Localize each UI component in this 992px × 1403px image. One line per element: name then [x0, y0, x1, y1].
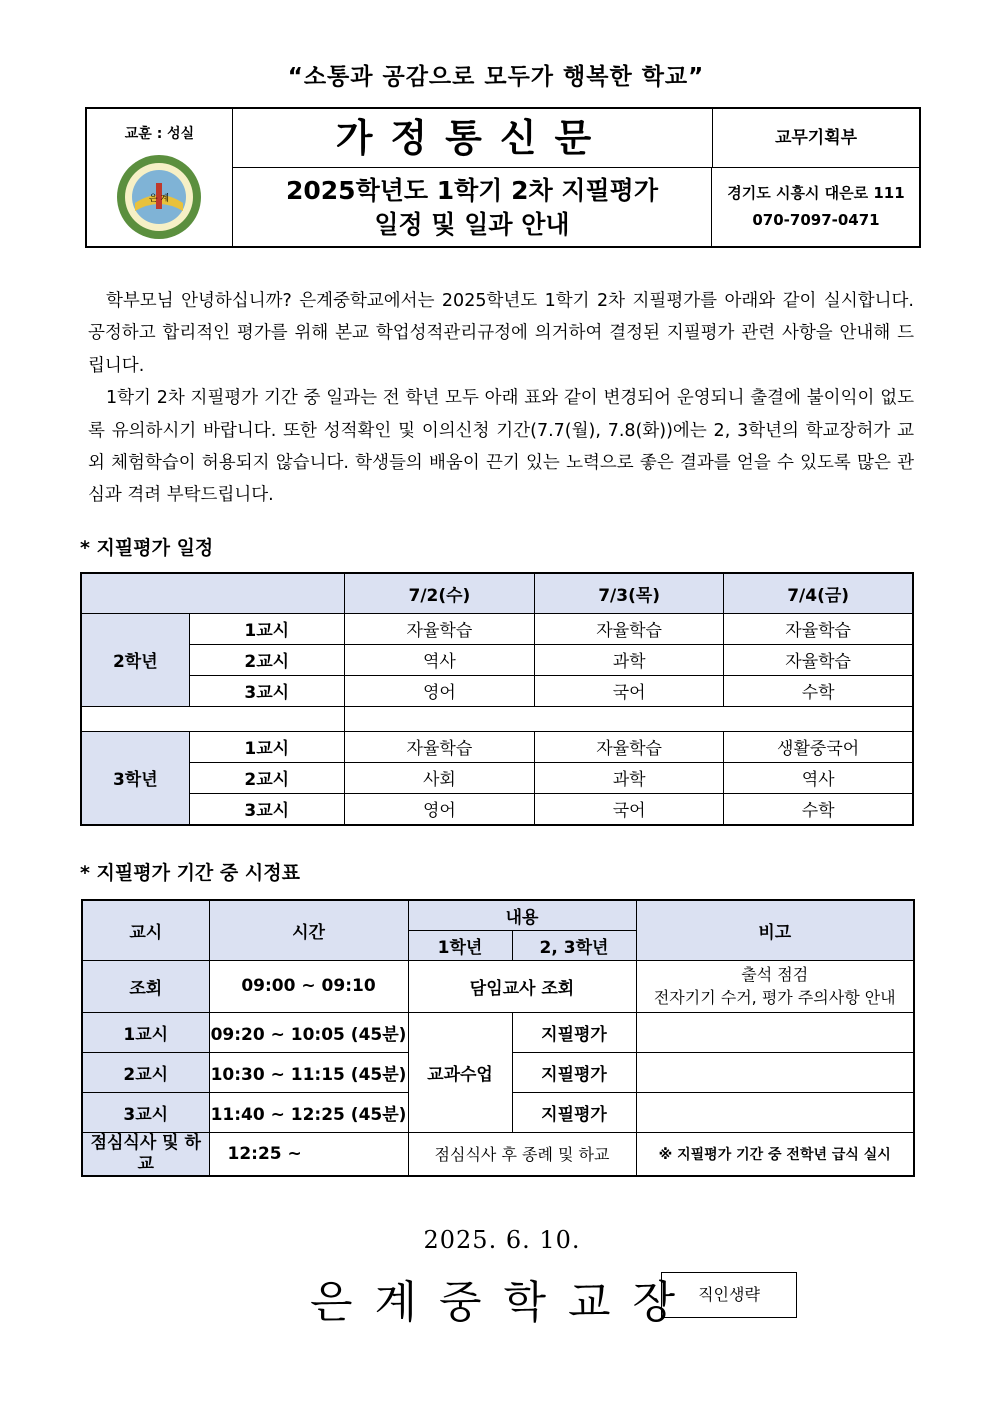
subject-cell: 수학	[724, 675, 913, 706]
col-header-grade1: 1학년	[408, 930, 512, 960]
letter-body	[88, 285, 914, 512]
subject-cell: 과학	[535, 644, 724, 675]
subject-cell: 자율학습	[535, 731, 724, 762]
seal-omitted: 직인생략	[661, 1272, 797, 1318]
period-label: 2교시	[189, 644, 344, 675]
subject-cell: 국어	[535, 793, 724, 825]
time-cell: 09:00 ~ 09:10	[209, 960, 408, 1012]
row-label: 점심식사 및 하교	[82, 1132, 209, 1176]
subject-cell: 자율학습	[724, 613, 913, 644]
note-cell	[636, 1012, 914, 1052]
period-label: 3교시	[189, 793, 344, 825]
subject-cell: 사회	[344, 762, 534, 793]
issue-date: 2025. 6. 10.	[423, 1226, 581, 1254]
subject-cell: 영어	[344, 793, 534, 825]
time-cell: 09:20 ~ 10:05 (45분)	[209, 1012, 408, 1052]
exam-schedule-title: * 지필평가 일정	[80, 537, 214, 559]
period-label: 3교시	[189, 675, 344, 706]
grade1-class-cell: 교과수업	[408, 1012, 512, 1132]
note-line-2: 전자기기 수거, 평가 주의사항 안내	[653, 988, 896, 1007]
subject-cell: 과학	[535, 762, 724, 793]
department: 교무기획부	[713, 109, 919, 168]
newsletter-header	[85, 107, 921, 248]
phone-number: 070-7097-0471	[752, 211, 880, 229]
grade23-cell: 지필평가	[512, 1012, 636, 1052]
subject-cell: 자율학습	[344, 613, 534, 644]
period-label: 2교시	[189, 762, 344, 793]
grade-label: 2학년	[81, 613, 189, 706]
newsletter-title: 가정통신문	[233, 109, 713, 168]
address: 경기도 시흥시 대은로 111	[727, 184, 905, 202]
col-header-period: 교시	[82, 900, 209, 960]
period-label: 1교시	[189, 731, 344, 762]
school-slogan: “소통과 공감으로 모두가 행복한 학교”	[287, 64, 705, 90]
time-cell: 10:30 ~ 11:15 (45분)	[209, 1052, 408, 1092]
subtitle-line-1: 2025학년도 1학기 2차 지필평가	[286, 176, 658, 205]
content-cell: 점심식사 후 종례 및 하교	[408, 1132, 636, 1176]
paragraph-1: 학부모님 안녕하십니까? 은계중학교에서는 2025학년도 1학기 2차 지필평가를 아래와 같이 실시합니다. 공정하고 합리적인 평가를 위해 본교 학업성적관리규정에 의거하여 결정된 지필평가 관련 사항을 안내해 드립니다.	[88, 291, 914, 376]
logo-text: 은 계	[148, 194, 170, 204]
date-header: 7/2(수)	[344, 573, 534, 613]
grade-label: 3학년	[81, 731, 189, 825]
contact-info	[713, 168, 919, 246]
subject-cell: 생활중국어	[724, 731, 913, 762]
col-header-time: 시간	[209, 900, 408, 960]
exam-schedule-table	[80, 572, 914, 826]
content-cell: 담임교사 조회	[408, 960, 636, 1012]
subject-cell: 역사	[344, 644, 534, 675]
principal-signature: 은계중학교장	[310, 1277, 698, 1328]
note-cell	[636, 1052, 914, 1092]
school-logo-icon	[115, 153, 203, 241]
col-header-note: 비고	[636, 900, 914, 960]
note-cell	[636, 960, 914, 1012]
row-label: 1교시	[82, 1012, 209, 1052]
subject-cell: 자율학습	[344, 731, 534, 762]
school-motto: 교훈 : 성실	[124, 126, 195, 142]
row-label: 조회	[82, 960, 209, 1012]
note-line-1: 출석 점검	[741, 965, 809, 984]
subject-cell: 국어	[535, 675, 724, 706]
subject-cell: 역사	[724, 762, 913, 793]
subject-cell: 수학	[724, 793, 913, 825]
row-label: 2교시	[82, 1052, 209, 1092]
subtitle-line-2: 일정 및 일과 안내	[374, 210, 570, 239]
grade23-cell: 지필평가	[512, 1052, 636, 1092]
row-label: 3교시	[82, 1092, 209, 1132]
spacer-cell	[81, 706, 344, 731]
school-emblem-cell	[87, 109, 233, 246]
timetable-title: * 지필평가 기간 중 시정표	[80, 862, 300, 884]
grade23-cell: 지필평가	[512, 1092, 636, 1132]
note-cell	[636, 1092, 914, 1132]
period-label: 1교시	[189, 613, 344, 644]
newsletter-subtitle	[233, 168, 712, 246]
table-corner	[81, 573, 344, 613]
time-cell: 12:25 ~	[209, 1132, 408, 1176]
subject-cell: 자율학습	[724, 644, 913, 675]
col-header-content: 내용	[408, 900, 636, 930]
spacer-cell	[344, 706, 913, 731]
date-header: 7/3(목)	[535, 573, 724, 613]
date-header: 7/4(금)	[724, 573, 913, 613]
paragraph-2: 1학기 2차 지필평가 기간 중 일과는 전 학년 모두 아래 표와 같이 변경되어 운영되니 출결에 불이익이 없도록 유의하시기 바랍니다. 또한 성적확인 및 이의신청 기간(7.7(월), 7.8(화))에는 2, 3학년의 학교장허가 교외 체험학습이 허용되지 않습니다. 학생들의 배움이 끈기 있는 노력으로 좋은 결과를 얻을 수 있도록 많은 관심과 격려 부탁드립니다.	[88, 388, 914, 506]
time-cell: 11:40 ~ 12:25 (45분)	[209, 1092, 408, 1132]
subject-cell: 자율학습	[535, 613, 724, 644]
subject-cell: 영어	[344, 675, 534, 706]
timetable-table	[81, 899, 915, 1177]
col-header-grade23: 2, 3학년	[512, 930, 636, 960]
note-cell: ※ 지필평가 기간 중 전학년 급식 실시	[636, 1132, 914, 1176]
